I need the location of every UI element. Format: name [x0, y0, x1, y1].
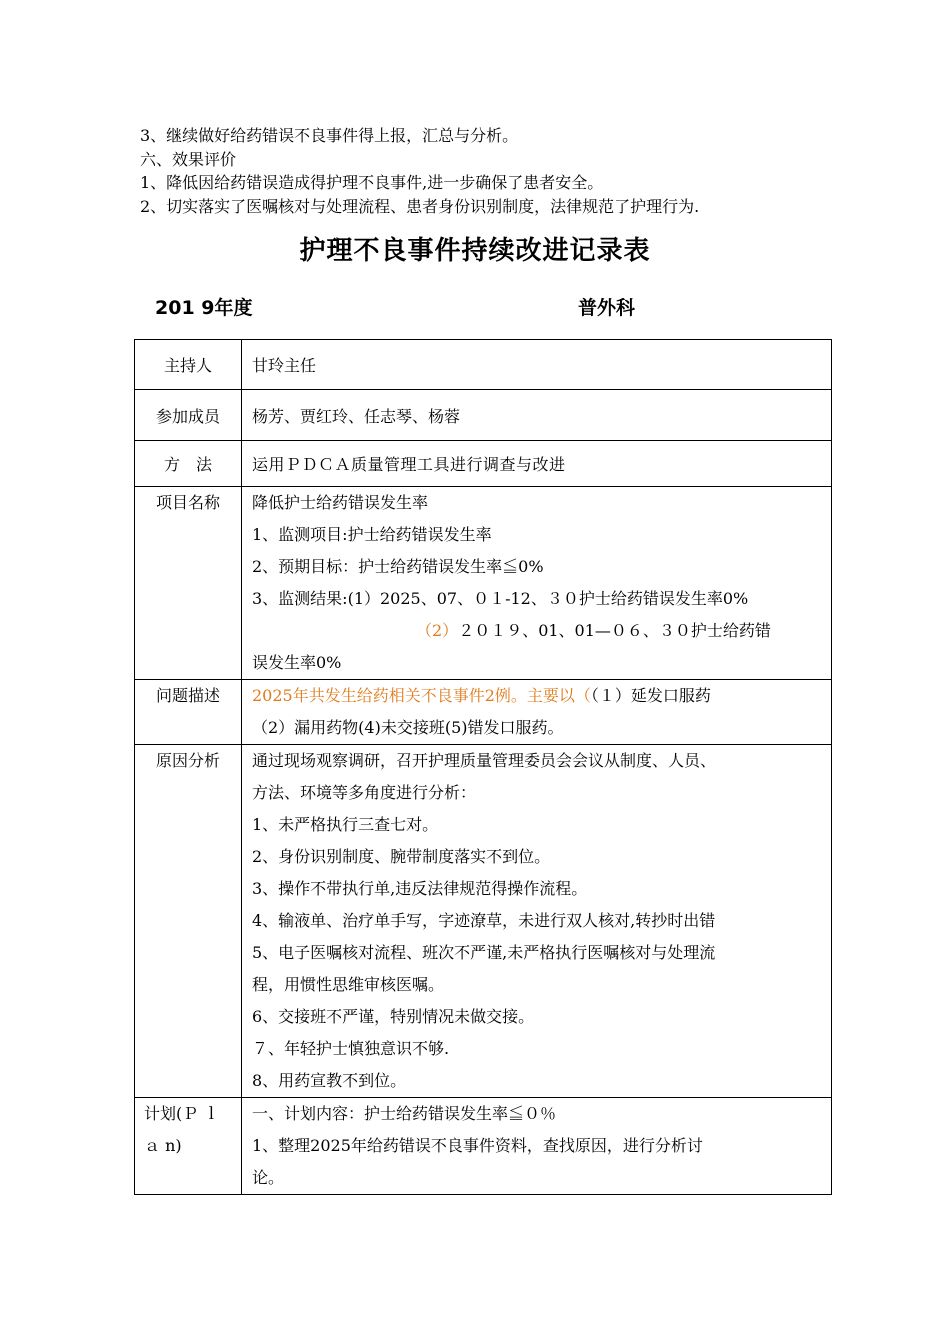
intro-line: 2、切实落实了医嘱核对与处理流程、患者身份识别制度，法律规范了护理行为.	[140, 196, 700, 216]
cause-line: 4、输液单、治疗单手写，字迹潦草，未进行双人核对,转抄时出错	[252, 911, 716, 930]
page-title: 护理不良事件持续改进记录表	[299, 236, 651, 266]
project-result2-cont: 误发生率0%	[252, 653, 342, 672]
cause-line: 8、用药宣教不到位。	[252, 1071, 407, 1090]
row-members	[135, 390, 832, 441]
members-value: 杨芳、贾红玲、任志琴、杨蓉	[252, 406, 461, 426]
project-line: 1、监测项目:护士给药错误发生率	[252, 525, 492, 544]
cause-line: 3、操作不带执行单,违反法律规范得操作流程。	[252, 879, 588, 898]
year-label: 201 9年度	[155, 297, 253, 319]
row-cause	[135, 745, 832, 1098]
cause-line: 方法、环境等多角度进行分析：	[252, 783, 477, 802]
intro-text	[140, 124, 840, 218]
problem-highlight: 2025年共发生给药相关不良事件2例。主要以（	[252, 686, 591, 705]
method-label: 方 法	[163, 455, 212, 474]
problem-line	[252, 680, 823, 712]
cause-line: ７、年轻护士慎独意识不够.	[252, 1039, 450, 1058]
cause-label: 原因分析	[155, 751, 220, 770]
problem-line: （2）漏用药物(4)未交接班(5)错发口服药。	[252, 718, 564, 737]
plan-line: 论。	[252, 1168, 285, 1187]
intro-line: 3、继续做好给药错误不良事件得上报，汇总与分析。	[140, 126, 519, 145]
project-result2	[252, 615, 823, 647]
cause-line: 程，用惯性思维审核医嘱。	[252, 975, 445, 994]
host-label: 主持人	[163, 356, 212, 375]
plan-label-cont: ａ n)	[144, 1136, 182, 1155]
intro-line: 1、降低因给药错误造成得护理不良事件,进一步确保了患者安全。	[140, 173, 604, 192]
method-value: 运用ＰＤＣＡ质量管理工具进行调查与改进	[252, 455, 566, 474]
cause-line: 6、交接班不严谨，特别情况未做交接。	[252, 1007, 535, 1026]
cause-line: 通过现场观察调研，召开护理质量管理委员会会议从制度、人员、	[252, 751, 717, 770]
plan-label: 计划(Ｐ ｌ	[144, 1104, 220, 1123]
plan-line: 1、整理2025年给药错误不良事件资料，查找原因，进行分析讨	[252, 1136, 703, 1155]
members-label: 参加成员	[155, 406, 220, 426]
project-line: 3、监测结果:(1）2025、07、０１-12、３０护士给药错误发生率0%	[252, 589, 749, 608]
host-value: 甘玲主任	[252, 356, 317, 375]
project-line: 2、预期目标：护士给药错误发生率≦0%	[252, 557, 544, 576]
row-method	[135, 441, 832, 487]
result2-prefix: （2）	[416, 621, 459, 640]
intro-line: 六、效果评价	[140, 149, 237, 169]
cause-line: 5、电子医嘱核对流程、班次不严谨,未严格执行医嘱核对与处理流	[252, 943, 716, 962]
cause-line: 1、未严格执行三查七对。	[252, 815, 439, 834]
row-problem	[135, 680, 832, 745]
problem-line-rest: （１）延发口服药	[590, 686, 711, 705]
department-label: 普外科	[578, 297, 636, 319]
row-project	[135, 487, 832, 680]
row-host	[135, 340, 832, 390]
problem-label: 问题描述	[155, 686, 220, 705]
plan-line: 一、计划内容：护士给药错误发生率≦０％	[252, 1104, 557, 1123]
result2-text: ２０１９、01、01—０６、３０护士给药错	[458, 621, 771, 640]
row-plan	[135, 1098, 832, 1195]
cause-line: 2、身份识别制度、腕带制度落实不到位。	[252, 847, 551, 866]
project-line: 降低护士给药错误发生率	[252, 493, 429, 512]
project-label: 项目名称	[155, 493, 220, 512]
record-table	[134, 339, 832, 1195]
